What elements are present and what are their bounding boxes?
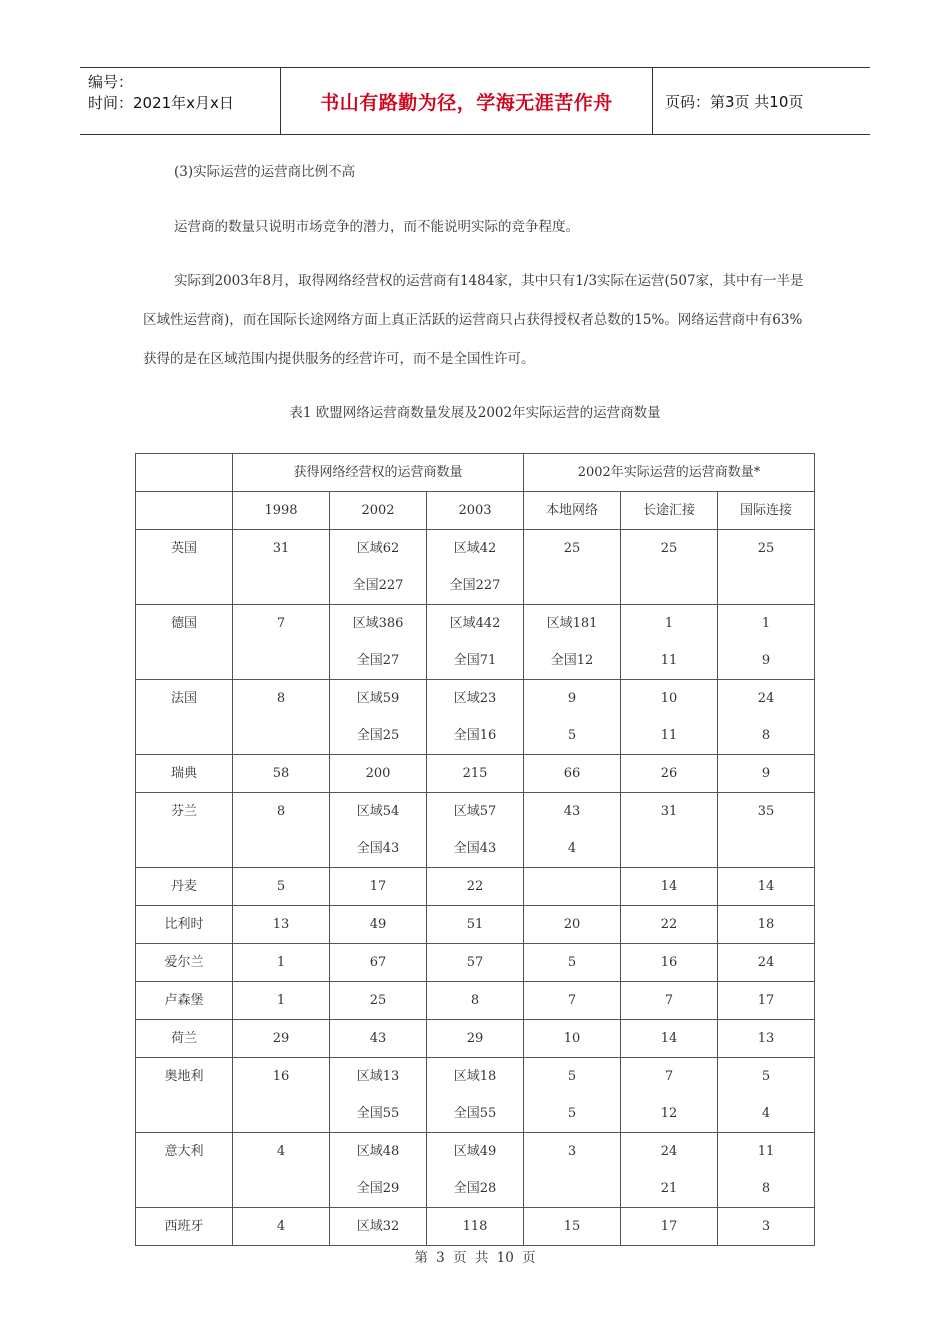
cell-value: 区域54 [356, 804, 400, 819]
data-cell [621, 1133, 718, 1208]
cell-value: 区域49 [453, 1144, 497, 1159]
data-cell [524, 1208, 621, 1246]
cell-value: 51 [466, 917, 484, 932]
data-cell [718, 944, 815, 982]
header-motto: 书山有路勤为径，学海无涯苦作舟 [281, 68, 653, 134]
data-cell [427, 1020, 524, 1058]
data-cell [233, 944, 330, 982]
data-cell [427, 868, 524, 906]
data-cell [621, 1020, 718, 1058]
column-header: 国际连接 [718, 492, 815, 530]
cell-value: 14 [660, 879, 678, 894]
cell-value: 25 [660, 541, 678, 556]
cell-value: 16 [272, 1069, 290, 1084]
data-cell [330, 1208, 427, 1246]
data-cell [524, 1020, 621, 1058]
cell-value: 全国16 [453, 728, 497, 743]
country-name: 荷兰 [170, 1031, 197, 1046]
cell-value: 9 [761, 653, 771, 668]
data-cell [524, 1133, 621, 1208]
data-cell [427, 944, 524, 982]
data-cell [524, 605, 621, 680]
data-cell [621, 1058, 718, 1133]
cell-value: 24 [660, 1144, 678, 1159]
cell-value: 区域181 [546, 616, 598, 631]
data-cell [718, 793, 815, 868]
cell-value: 25 [563, 541, 581, 556]
cell-value: 10 [660, 691, 678, 706]
table-corner-cell [136, 454, 233, 492]
country-name: 爱尔兰 [164, 955, 204, 970]
cell-value: 25 [757, 541, 775, 556]
table-row [136, 1133, 815, 1208]
page-header [80, 67, 870, 135]
cell-value: 全国12 [550, 653, 594, 668]
country-cell [136, 793, 233, 868]
cell-value: 215 [462, 766, 488, 781]
data-cell [330, 793, 427, 868]
table-row [136, 1208, 815, 1246]
data-cell [621, 605, 718, 680]
cell-value: 31 [660, 804, 678, 819]
cell-value: 29 [272, 1031, 290, 1046]
column-header: 1998 [233, 492, 330, 530]
column-header: 2002 [330, 492, 427, 530]
cell-value: 29 [466, 1031, 484, 1046]
country-name: 瑞典 [170, 766, 197, 781]
country-cell [136, 944, 233, 982]
data-cell [718, 1208, 815, 1246]
cell-value: 1 [664, 616, 674, 631]
data-cell [330, 982, 427, 1020]
data-cell [330, 906, 427, 944]
data-cell [233, 982, 330, 1020]
data-cell [427, 605, 524, 680]
group-header-licensed: 获得网络经营权的运营商数量 [233, 454, 524, 492]
data-cell [524, 1058, 621, 1133]
cell-value: 8 [761, 728, 771, 743]
data-cell [427, 1208, 524, 1246]
cell-value: 5 [761, 1069, 771, 1084]
country-cell [136, 755, 233, 793]
data-cell [524, 944, 621, 982]
data-cell [427, 982, 524, 1020]
header-meta [80, 68, 281, 134]
data-cell [233, 1058, 330, 1133]
table-row [136, 944, 815, 982]
cell-value: 13 [757, 1031, 775, 1046]
data-cell [621, 906, 718, 944]
cell-value: 49 [369, 917, 387, 932]
country-cell [136, 1133, 233, 1208]
data-cell [621, 1208, 718, 1246]
cell-value: 全国227 [449, 578, 501, 593]
paragraph: 实际到2003年8月，取得网络经营权的运营商有1484家，其中只有1/3实际在运营(507家，其中有一半是区域性运营商)，而在国际长途网络方面上真正活跃的运营商只占获得授权者总数的15%。网络运营商中有63%获得的是在区域范围内提供服务的经营许可，而不是全国性许可。 [143, 273, 804, 367]
cell-value: 1 [761, 616, 771, 631]
cell-value [524, 868, 620, 905]
cell-value: 区域13 [356, 1069, 400, 1084]
cell-value: 7 [567, 993, 577, 1008]
cell-value: 3 [567, 1144, 577, 1159]
country-name: 奥地利 [164, 1069, 204, 1084]
data-cell [233, 1208, 330, 1246]
cell-value: 全国71 [453, 653, 497, 668]
data-cell [427, 755, 524, 793]
data-cell [718, 1133, 815, 1208]
cell-value: 8 [761, 1181, 771, 1196]
cell-value: 全国55 [453, 1106, 497, 1121]
country-name: 比利时 [164, 917, 204, 932]
data-cell [330, 1020, 427, 1058]
cell-value: 4 [276, 1144, 286, 1159]
group-header-active-2002: 2002年实际运营的运营商数量* [524, 454, 815, 492]
cell-value: 3 [761, 1219, 771, 1234]
data-cell [427, 530, 524, 605]
cell-value: 区域48 [356, 1144, 400, 1159]
cell-value: 17 [369, 879, 387, 894]
data-cell [524, 868, 621, 906]
data-cell [330, 755, 427, 793]
cell-value: 4 [761, 1106, 771, 1121]
cell-value: 13 [272, 917, 290, 932]
cell-value: 全国25 [356, 728, 400, 743]
data-cell [718, 605, 815, 680]
table-row [136, 982, 815, 1020]
data-cell [718, 1020, 815, 1058]
cell-value: 26 [660, 766, 678, 781]
cell-value: 10 [563, 1031, 581, 1046]
data-cell [718, 530, 815, 605]
table-row [136, 530, 815, 605]
page-footer: 第 3 页 共 10 页 [414, 1250, 536, 1266]
cell-value: 5 [276, 879, 286, 894]
data-cell [233, 1020, 330, 1058]
cell-value: 17 [757, 993, 775, 1008]
data-cell [718, 906, 815, 944]
cell-value: 区域62 [356, 541, 400, 556]
table-row [136, 793, 815, 868]
cell-value: 4 [567, 841, 577, 856]
data-cell [524, 906, 621, 944]
country-name: 德国 [170, 616, 197, 631]
country-name: 丹麦 [170, 879, 197, 894]
data-cell [233, 680, 330, 755]
data-cell [621, 944, 718, 982]
cell-value: 8 [276, 691, 286, 706]
cell-value: 5 [567, 728, 577, 743]
cell-value: 4 [276, 1219, 286, 1234]
cell-value: 21 [660, 1181, 678, 1196]
data-cell [233, 868, 330, 906]
cell-value: 全国29 [356, 1181, 400, 1196]
data-cell [621, 680, 718, 755]
cell-value: 区域18 [453, 1069, 497, 1084]
cell-value: 全国43 [356, 841, 400, 856]
country-name: 芬兰 [170, 804, 197, 819]
header-page-number: 页码：第3页 共10页 [665, 92, 804, 111]
cell-value: 5 [567, 955, 577, 970]
table-row [136, 868, 815, 906]
cell-value: 区域57 [453, 804, 497, 819]
cell-value: 14 [757, 879, 775, 894]
cell-value: 43 [369, 1031, 387, 1046]
cell-value: 9 [761, 766, 771, 781]
data-cell [233, 605, 330, 680]
table-row [136, 755, 815, 793]
data-cell [330, 1058, 427, 1133]
country-name: 西班牙 [164, 1219, 204, 1234]
cell-value: 全国55 [356, 1106, 400, 1121]
column-header: 本地网络 [524, 492, 621, 530]
table-column-header-row [136, 492, 815, 530]
cell-value: 全国227 [352, 578, 404, 593]
cell-value: 35 [757, 804, 775, 819]
data-cell [233, 530, 330, 605]
country-cell [136, 605, 233, 680]
cell-value: 全国27 [356, 653, 400, 668]
operators-table [135, 453, 815, 1246]
cell-value: 7 [664, 993, 674, 1008]
data-cell [621, 982, 718, 1020]
data-cell [233, 1133, 330, 1208]
cell-value: 5 [567, 1106, 577, 1121]
cell-value: 5 [567, 1069, 577, 1084]
cell-value: 8 [470, 993, 480, 1008]
cell-value: 18 [757, 917, 775, 932]
cell-value: 15 [563, 1219, 581, 1234]
cell-value: 43 [563, 804, 581, 819]
country-name: 法国 [170, 691, 197, 706]
data-cell [718, 868, 815, 906]
country-cell [136, 530, 233, 605]
cell-value: 全国28 [453, 1181, 497, 1196]
cell-value: 118 [462, 1219, 488, 1234]
data-cell [621, 793, 718, 868]
table-row [136, 906, 815, 944]
data-cell [330, 1133, 427, 1208]
country-cell [136, 1020, 233, 1058]
header-time: 时间：2021年x月x日 [88, 94, 234, 112]
cell-value: 区域32 [356, 1219, 400, 1234]
country-name: 英国 [170, 541, 197, 556]
data-cell [233, 755, 330, 793]
cell-value: 区域442 [449, 616, 501, 631]
data-cell [427, 1133, 524, 1208]
cell-value: 22 [660, 917, 678, 932]
cell-value: 11 [757, 1144, 775, 1159]
data-cell [524, 530, 621, 605]
table-corner-cell [136, 492, 233, 530]
data-cell [718, 982, 815, 1020]
cell-value: 12 [660, 1106, 678, 1121]
data-cell [524, 680, 621, 755]
cell-value: 200 [365, 766, 391, 781]
data-cell [718, 680, 815, 755]
table-caption: 表1 欧盟网络运营商数量发展及2002年实际运营的运营商数量 [289, 405, 661, 421]
cell-value: 11 [660, 728, 678, 743]
data-cell [621, 755, 718, 793]
country-cell [136, 1208, 233, 1246]
cell-value: 20 [563, 917, 581, 932]
data-cell [330, 530, 427, 605]
data-cell [330, 605, 427, 680]
cell-value: 66 [563, 766, 581, 781]
data-cell [330, 868, 427, 906]
table-row [136, 605, 815, 680]
section-heading: (3)实际运营的运营商比例不高 [174, 164, 356, 180]
data-cell [621, 530, 718, 605]
column-header: 2003 [427, 492, 524, 530]
cell-value: 58 [272, 766, 290, 781]
cell-value: 24 [757, 955, 775, 970]
table-row [136, 680, 815, 755]
cell-value: 区域59 [356, 691, 400, 706]
table-row [136, 1020, 815, 1058]
country-cell [136, 680, 233, 755]
data-cell [718, 755, 815, 793]
data-cell [427, 680, 524, 755]
cell-value: 7 [664, 1069, 674, 1084]
data-cell [330, 680, 427, 755]
column-header: 长途汇接 [621, 492, 718, 530]
cell-value: 区域23 [453, 691, 497, 706]
country-name: 卢森堡 [164, 993, 204, 1008]
data-cell [427, 793, 524, 868]
cell-value: 25 [369, 993, 387, 1008]
country-name: 意大利 [164, 1144, 204, 1159]
cell-value: 全国43 [453, 841, 497, 856]
data-cell [524, 982, 621, 1020]
data-cell [621, 868, 718, 906]
cell-value: 区域42 [453, 541, 497, 556]
cell-value: 区域386 [352, 616, 404, 631]
cell-value: 22 [466, 879, 484, 894]
cell-value: 1 [276, 993, 286, 1008]
country-cell [136, 982, 233, 1020]
header-code: 编号： [88, 73, 134, 91]
cell-value: 17 [660, 1219, 678, 1234]
cell-value: 57 [466, 955, 484, 970]
paragraph: 运营商的数量只说明市场竞争的潜力，而不能说明实际的竞争程度。 [174, 219, 579, 235]
data-cell [524, 755, 621, 793]
cell-value: 14 [660, 1031, 678, 1046]
data-cell [330, 944, 427, 982]
table-group-header-row [136, 454, 815, 492]
cell-value: 7 [276, 616, 286, 631]
cell-value: 16 [660, 955, 678, 970]
country-cell [136, 1058, 233, 1133]
cell-value: 24 [757, 691, 775, 706]
cell-value: 31 [272, 541, 290, 556]
country-cell [136, 906, 233, 944]
cell-value: 8 [276, 804, 286, 819]
cell-value: 9 [567, 691, 577, 706]
cell-value: 67 [369, 955, 387, 970]
data-cell [233, 793, 330, 868]
table-row [136, 1058, 815, 1133]
country-cell [136, 868, 233, 906]
data-cell [427, 1058, 524, 1133]
data-cell [718, 1058, 815, 1133]
cell-value: 1 [276, 955, 286, 970]
cell-value: 11 [660, 653, 678, 668]
data-cell [427, 906, 524, 944]
data-cell [524, 793, 621, 868]
data-cell [233, 906, 330, 944]
